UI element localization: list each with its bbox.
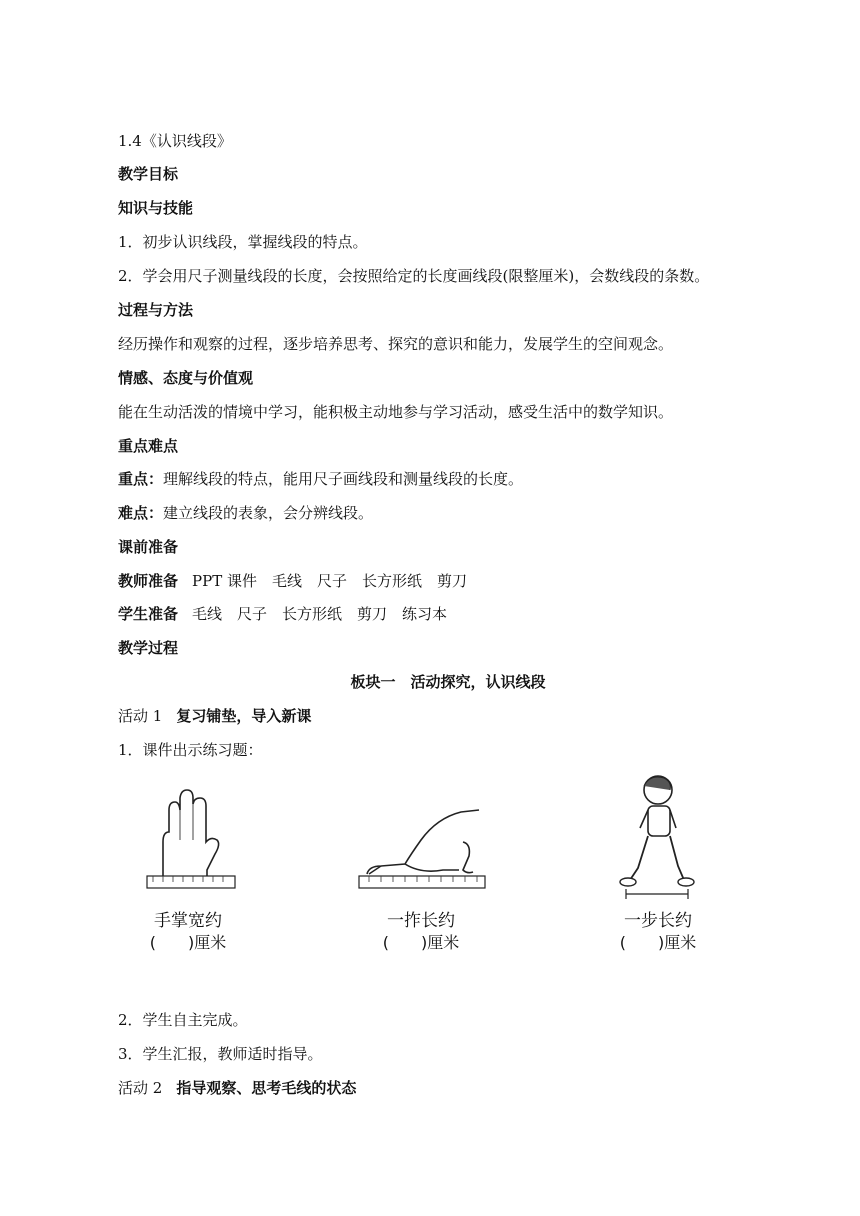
heading-emotion-values: 情感、态度与价值观: [118, 369, 254, 387]
difficult-point-label: 难点：: [118, 504, 164, 522]
activity-2-title: 指导观察、思考毛线的状态: [176, 1079, 357, 1097]
figure-2-caption: 一拃长约: [387, 911, 455, 931]
student-preparation-items: 毛线 尺子 长方形纸 剪刀 练习本: [192, 605, 448, 623]
activity-2-label: 活动 2: [118, 1079, 163, 1097]
document-title: 1.4《认识线段》: [118, 132, 232, 150]
key-point-label: 重点：: [118, 470, 164, 488]
figure-step-length: [588, 770, 728, 970]
student-preparation: [118, 604, 447, 624]
student-preparation-label: 学生准备: [118, 605, 179, 623]
figure-3-caption: 一步长约: [624, 911, 692, 931]
key-point-text: 理解线段的特点，能用尺子画线段和测量线段的长度。: [163, 470, 524, 488]
activity-1-label: 活动 1: [118, 707, 163, 725]
activity-1-title: 复习铺垫，导入新课: [176, 707, 312, 725]
activity-2-heading: [118, 1078, 356, 1098]
key-point: [118, 469, 523, 489]
heading-knowledge-skills: 知识与技能: [118, 199, 194, 217]
heading-teaching-goals: 教学目标: [118, 165, 179, 183]
process-text: 经历操作和观察的过程，逐步培养思考、探究的意识和能力，发展学生的空间观念。: [118, 335, 674, 353]
figure-palm-width: [118, 770, 258, 970]
heading-key-difficult: 重点难点: [118, 437, 179, 455]
hand-span-icon: [351, 770, 491, 910]
heading-teaching-process: 教学过程: [118, 639, 179, 657]
figure-hand-span: [346, 770, 496, 970]
hand-width-icon: [133, 770, 243, 910]
figure-2-blank: ( )厘米: [382, 933, 460, 952]
activity-1-heading: [118, 706, 311, 726]
section-heading: 板块一 活动探究，认识线段: [350, 673, 546, 691]
figure-1-caption: 手掌宽约: [154, 911, 222, 931]
knowledge-item-1: 1．初步认识线段，掌握线段的特点。: [118, 233, 368, 251]
activity-1-step-1: 1．课件出示练习题：: [118, 741, 263, 759]
teacher-preparation-items: PPT 课件 毛线 尺子 长方形纸 剪刀: [192, 572, 467, 590]
difficult-point-text: 建立线段的表象，会分辨线段。: [163, 504, 374, 522]
figure-3-blank: ( )厘米: [619, 933, 697, 952]
difficult-point: [118, 503, 373, 523]
heading-process-method: 过程与方法: [118, 301, 194, 319]
figure-1-blank: ( )厘米: [149, 933, 227, 952]
teacher-preparation: [118, 571, 467, 591]
emotion-text: 能在生动活泼的情境中学习，能积极主动地参与学习活动，感受生活中的数学知识。: [118, 403, 674, 421]
heading-preparation: 课前准备: [118, 538, 179, 556]
activity-1-step-3: 3．学生汇报，教师适时指导。: [118, 1045, 323, 1063]
teacher-preparation-label: 教师准备: [118, 572, 179, 590]
activity-1-step-2: 2．学生自主完成。: [118, 1011, 248, 1029]
walking-boy-icon: [608, 770, 708, 910]
exercise-illustration: [118, 770, 758, 970]
knowledge-item-2: 2．学会用尺子测量线段的长度，会按照给定的长度画线段(限整厘米)，会数线段的条数。: [118, 267, 710, 285]
